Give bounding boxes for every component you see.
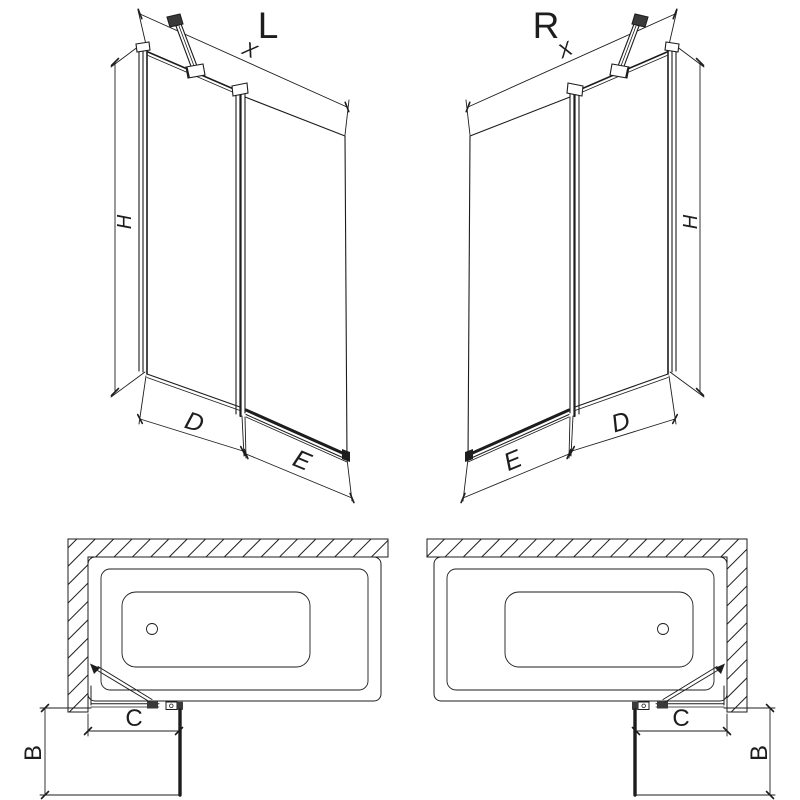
elevation-right-art bbox=[461, 9, 704, 502]
wall-hatch-right bbox=[427, 539, 747, 712]
dim-label-b-right: B bbox=[746, 744, 773, 762]
dim-label-c-left: C bbox=[125, 705, 143, 732]
elevation-left-art bbox=[111, 9, 354, 502]
elevation-left bbox=[111, 5, 354, 503]
dim-label-b-left: B bbox=[20, 744, 47, 762]
elevation-right bbox=[461, 5, 704, 503]
plan-right bbox=[427, 539, 775, 799]
dim-label-x-right: X bbox=[554, 37, 577, 64]
dim-label-h-right: H bbox=[680, 214, 702, 230]
dim-label-e-right: E bbox=[499, 444, 527, 477]
plan-left-art bbox=[40, 557, 381, 799]
dim-label-x-left: X bbox=[238, 37, 261, 64]
dim-label-h-left: H bbox=[114, 214, 136, 230]
variant-label-right: R bbox=[532, 5, 560, 46]
dim-label-c-right: C bbox=[672, 705, 690, 732]
plan-right-art bbox=[434, 557, 775, 799]
dim-label-e-left: E bbox=[288, 444, 316, 477]
variant-label-left: L bbox=[257, 5, 279, 46]
dim-label-d-left: D bbox=[181, 406, 208, 439]
plan-left bbox=[20, 539, 388, 799]
dim-label-d-right: D bbox=[607, 406, 634, 439]
wall-hatch-left bbox=[68, 539, 388, 712]
